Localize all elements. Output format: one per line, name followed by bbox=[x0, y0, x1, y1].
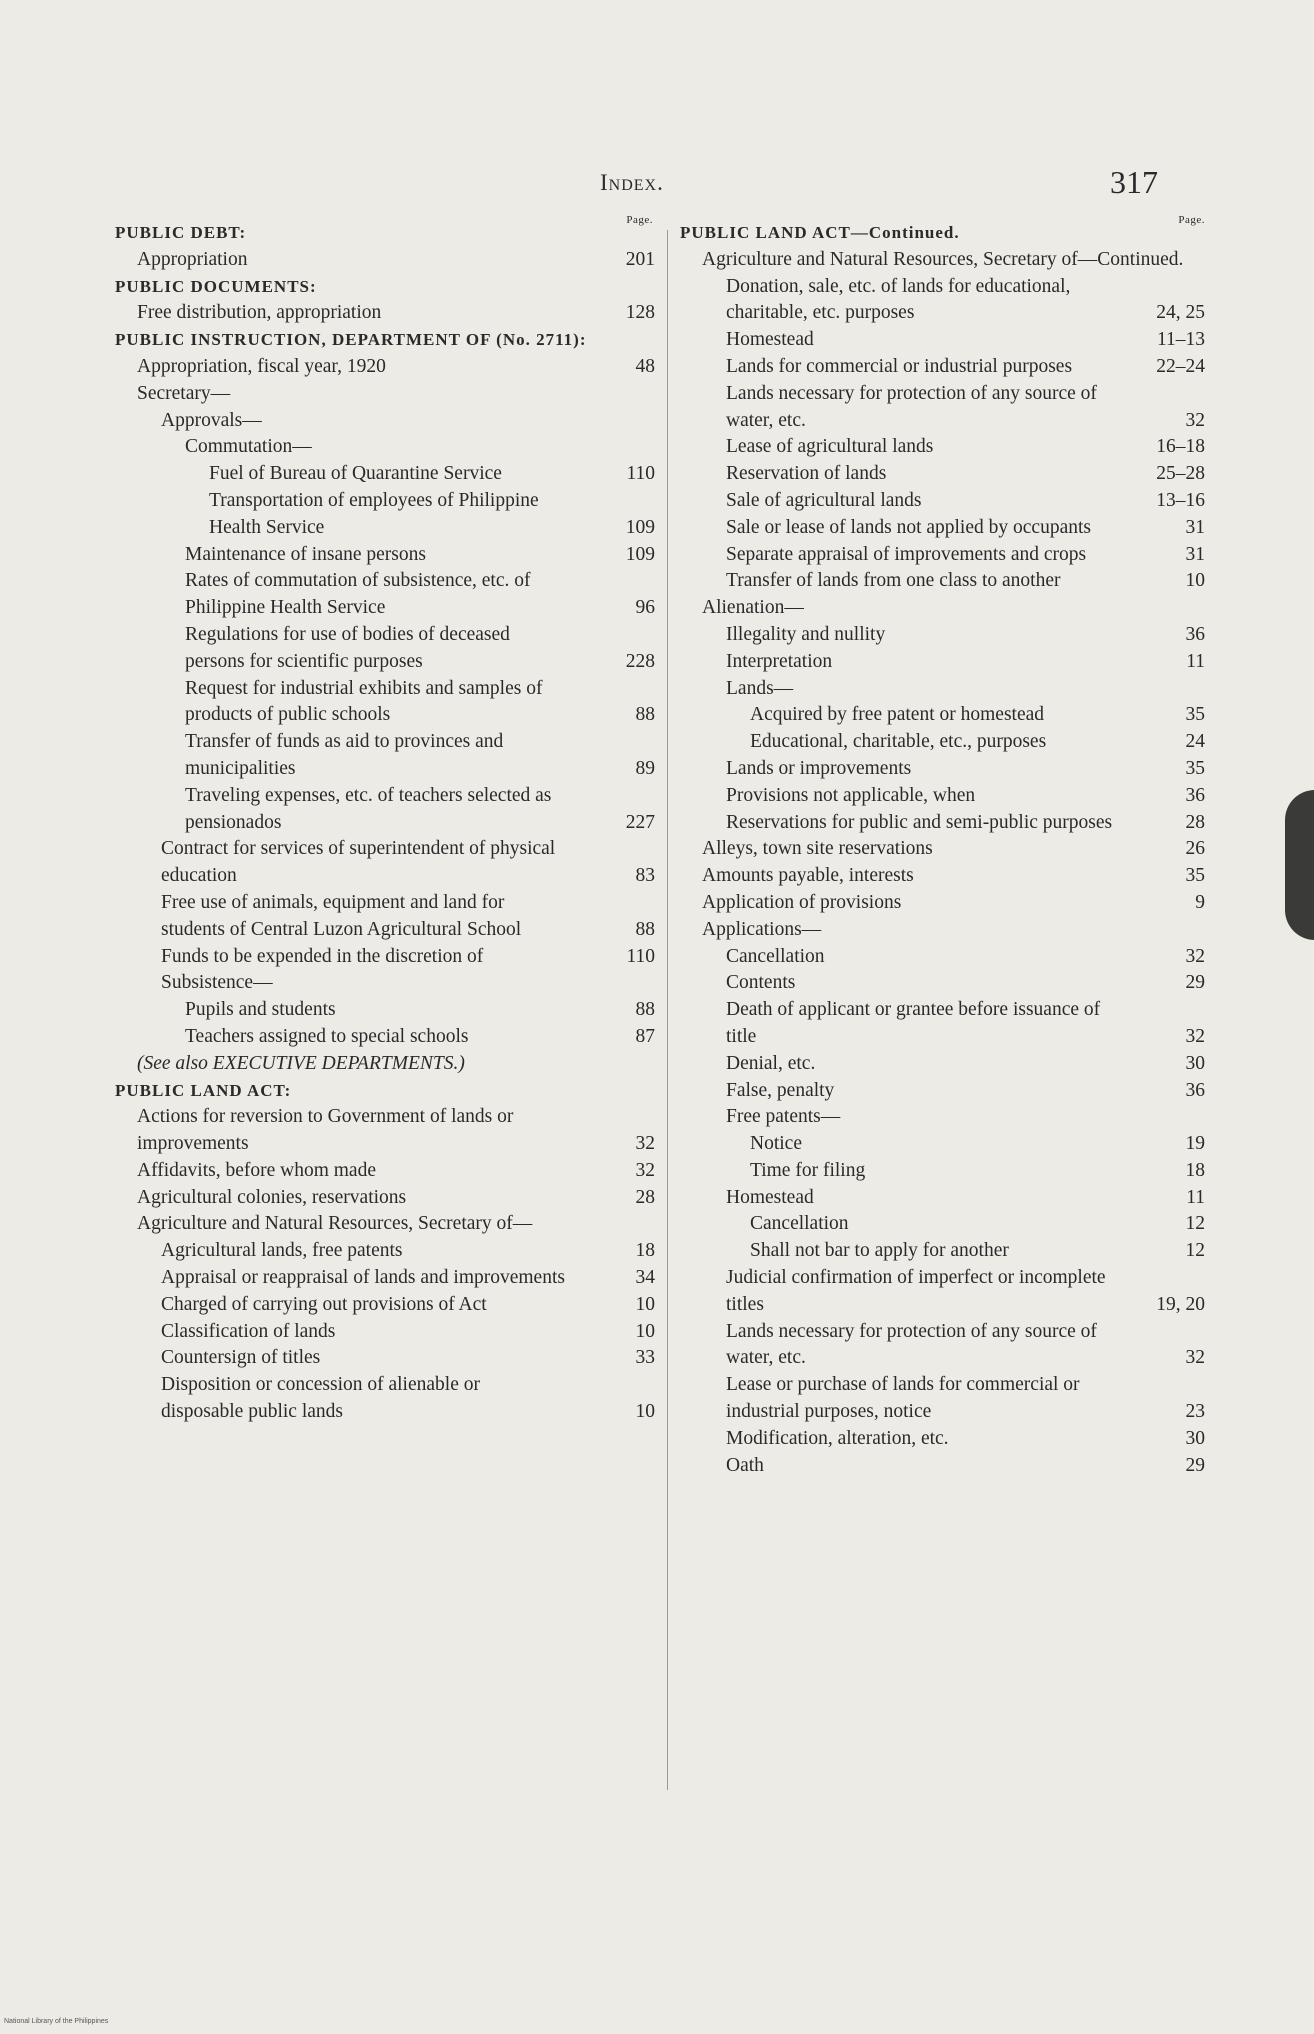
index-entry bbox=[680, 622, 1205, 649]
entry-page-number: 89 bbox=[635, 757, 655, 779]
entry-page-number: 11 bbox=[1186, 1186, 1205, 1208]
entry-text: Oath bbox=[726, 1454, 764, 1476]
entry-text: Cancellation bbox=[726, 945, 825, 967]
index-entry bbox=[115, 729, 655, 783]
entry-text: PUBLIC DEBT: bbox=[115, 223, 247, 242]
entry-text: Lease of agricultural lands bbox=[726, 436, 934, 458]
entry-text: Free distribution, appropriation bbox=[137, 302, 382, 324]
entry-text: Lands or improvements bbox=[726, 757, 912, 779]
entry-text: Denial, etc. bbox=[726, 1052, 816, 1074]
entry-text: Approvals— bbox=[161, 409, 262, 431]
entry-page-number: 32 bbox=[1185, 1025, 1205, 1047]
entry-text: Lease or purchase of lands for commercial or industrial purposes, notice bbox=[726, 1374, 1080, 1423]
entry-text: PUBLIC LAND ACT: bbox=[115, 1080, 292, 1100]
entry-text: Rates of commutation of subsistence, etc. of Philippine Health Service bbox=[185, 570, 531, 619]
entry-page-number: 26 bbox=[1185, 838, 1205, 860]
entry-page-number: 36 bbox=[1185, 784, 1205, 806]
index-entry bbox=[680, 595, 1205, 622]
entry-text: Acquired by free patent or homestead bbox=[750, 704, 1045, 726]
entry-text: Amounts payable, interests bbox=[702, 865, 914, 887]
entry-page-number: 19 bbox=[1185, 1133, 1205, 1155]
index-entry bbox=[680, 1051, 1205, 1078]
entry-page-number: 10 bbox=[635, 1320, 655, 1342]
entry-text: PUBLIC INSTRUCTION, DEPARTMENT OF (No. 2711): bbox=[115, 330, 587, 350]
entry-text: Lands for commercial or industrial purposes bbox=[726, 355, 1073, 377]
entry-page-number: 29 bbox=[1185, 972, 1205, 994]
index-entry bbox=[680, 461, 1205, 488]
entry-text: Classification of lands bbox=[161, 1320, 336, 1342]
index-entry bbox=[115, 1078, 645, 1105]
entry-text: Appraisal or reappraisal of lands and improvements bbox=[161, 1267, 565, 1289]
entry-text: Funds to be expended in the discretion of bbox=[161, 945, 484, 967]
running-head: Index. bbox=[600, 170, 664, 195]
index-entry bbox=[680, 354, 1205, 381]
entry-page-number: 88 bbox=[635, 999, 655, 1021]
entry-page-number: 25–28 bbox=[1156, 463, 1205, 485]
index-entry bbox=[115, 300, 655, 327]
entry-page-number: 32 bbox=[635, 1133, 655, 1155]
entry-text: Agricultural colonies, reservations bbox=[137, 1186, 407, 1208]
entry-page-number: 227 bbox=[625, 811, 655, 833]
entry-page-number: 28 bbox=[635, 1186, 655, 1208]
entry-text: Reservations for public and semi-public purposes bbox=[726, 811, 1113, 833]
entry-text: Appropriation, fiscal year, 1920 bbox=[137, 355, 386, 377]
index-entry bbox=[680, 274, 1205, 328]
index-entry bbox=[115, 220, 645, 247]
entry-page-number: 34 bbox=[635, 1267, 655, 1289]
entry-text: Interpretation bbox=[726, 650, 833, 672]
index-entry bbox=[680, 783, 1205, 810]
index-entry bbox=[115, 944, 655, 971]
index-entry bbox=[115, 1158, 655, 1185]
entry-page-number: 88 bbox=[635, 704, 655, 726]
entry-page-number: 12 bbox=[1185, 1240, 1205, 1262]
index-entry bbox=[680, 944, 1205, 971]
entry-text: Contract for services of superintendent of physical education bbox=[161, 838, 556, 887]
entry-text: Free patents— bbox=[726, 1106, 841, 1128]
entry-text: Countersign of titles bbox=[161, 1347, 321, 1369]
entry-page-number: 31 bbox=[1185, 543, 1205, 565]
entry-page-number: 201 bbox=[625, 248, 655, 270]
entry-text: Time for filing bbox=[750, 1159, 866, 1181]
entry-text: Modification, alteration, etc. bbox=[726, 1427, 949, 1449]
index-entry bbox=[115, 890, 655, 944]
entry-text: Sale or lease of lands not applied by occupants bbox=[726, 516, 1091, 538]
index-entry bbox=[115, 1024, 655, 1051]
entry-text: PUBLIC DOCUMENTS: bbox=[115, 276, 317, 296]
page-header bbox=[0, 164, 1314, 210]
page-number: 317 bbox=[1110, 164, 1158, 200]
index-entry bbox=[680, 729, 1205, 756]
entry-text: Transfer of funds as aid to provinces and municipalities bbox=[185, 731, 504, 779]
index-entry bbox=[680, 1185, 1205, 1212]
entry-text: Homestead bbox=[726, 1186, 814, 1208]
entry-page-number: 87 bbox=[635, 1025, 655, 1047]
entry-text: Request for industrial exhibits and samples of products of public schools bbox=[185, 677, 543, 726]
entry-page-number: 22–24 bbox=[1156, 355, 1205, 377]
entry-text: Transportation of employees of Philippine Health Service bbox=[209, 489, 539, 538]
index-entry bbox=[680, 890, 1205, 917]
entry-page-number: 10 bbox=[635, 1401, 655, 1423]
entry-text: Agricultural lands, free patents bbox=[161, 1240, 403, 1262]
entry-page-number: 30 bbox=[1185, 1427, 1205, 1449]
entry-text: Alleys, town site reservations bbox=[702, 838, 933, 860]
scan-credit: National Library of the Philippines bbox=[4, 2018, 109, 2025]
entry-page-number: 11 bbox=[1186, 650, 1205, 672]
index-entry bbox=[115, 1051, 645, 1078]
entry-page-number: 24, 25 bbox=[1156, 302, 1205, 324]
index-entry bbox=[680, 247, 1205, 274]
entry-text: Lands— bbox=[726, 677, 794, 699]
entry-page-number: 31 bbox=[1185, 516, 1205, 538]
index-entry bbox=[680, 997, 1205, 1051]
entry-text: Pupils and students bbox=[185, 999, 336, 1021]
index-entry bbox=[680, 702, 1205, 729]
entry-page-number: 10 bbox=[635, 1293, 655, 1315]
index-entry bbox=[680, 649, 1205, 676]
index-entry bbox=[680, 1238, 1205, 1265]
index-entry bbox=[680, 220, 1205, 247]
entry-text: Traveling expenses, etc. of teachers selected as pensionados bbox=[185, 784, 552, 833]
index-entry bbox=[680, 1104, 1205, 1131]
entry-text: Judicial confirmation of imperfect or incomplete titles bbox=[726, 1267, 1106, 1315]
entry-page-number: 228 bbox=[625, 650, 655, 672]
entry-text: Regulations for use of bodies of deceased persons for scientific purposes bbox=[185, 623, 510, 672]
entry-text: (See also EXECUTIVE DEPARTMENTS.) bbox=[137, 1052, 465, 1074]
entry-text: Provisions not applicable, when bbox=[726, 784, 976, 806]
index-entry bbox=[115, 1292, 655, 1319]
entry-page-number: 32 bbox=[1185, 409, 1205, 431]
right-entry-list bbox=[680, 220, 1205, 1479]
entry-text: Affidavits, before whom made bbox=[137, 1159, 376, 1181]
column-divider bbox=[667, 230, 668, 1790]
entry-text: Secretary— bbox=[137, 382, 231, 404]
entry-text: Alienation— bbox=[702, 597, 804, 619]
index-entry bbox=[680, 917, 1205, 944]
entry-page-number: 32 bbox=[1185, 1347, 1205, 1369]
entry-text: Reservation of lands bbox=[726, 463, 887, 485]
index-entry bbox=[115, 1185, 655, 1212]
entry-text: Teachers assigned to special schools bbox=[185, 1025, 469, 1047]
entry-text: Separate appraisal of improvements and crops bbox=[726, 543, 1087, 565]
index-entry bbox=[115, 408, 645, 435]
entry-text: PUBLIC LAND ACT—Continued. bbox=[680, 223, 960, 242]
index-entry bbox=[115, 783, 655, 837]
index-entry bbox=[680, 1319, 1205, 1373]
index-entry bbox=[680, 970, 1205, 997]
entry-page-number: 35 bbox=[1185, 865, 1205, 887]
entry-text: Lands necessary for protection of any source of water, etc. bbox=[726, 382, 1097, 431]
entry-text: False, penalty bbox=[726, 1079, 835, 1101]
entry-page-number: 9 bbox=[1195, 891, 1205, 913]
entry-text: Lands necessary for protection of any source of water, etc. bbox=[726, 1320, 1097, 1369]
index-entry bbox=[115, 488, 655, 542]
scan-thumb-shadow bbox=[1285, 790, 1314, 940]
index-entry bbox=[680, 1078, 1205, 1105]
index-column-left bbox=[115, 214, 655, 1426]
index-entry bbox=[680, 1131, 1205, 1158]
entry-text: Agriculture and Natural Resources, Secretary of—Continued. bbox=[702, 248, 1184, 270]
entry-text: Free use of animals, equipment and land for students of Central Luzon Agricultural School bbox=[161, 891, 522, 940]
index-entry bbox=[115, 1319, 655, 1346]
entry-text: Illegality and nullity bbox=[726, 623, 886, 645]
page-column-label: Page. bbox=[1178, 214, 1205, 226]
index-entry bbox=[115, 568, 655, 622]
entry-page-number: 18 bbox=[1185, 1159, 1205, 1181]
entry-text: Actions for reversion to Government of lands or improvements bbox=[137, 1106, 514, 1155]
index-entry bbox=[115, 1372, 655, 1426]
entry-text: Charged of carrying out provisions of Act bbox=[161, 1293, 487, 1315]
index-entry bbox=[680, 434, 1205, 461]
entry-text: Transfer of lands from one class to another bbox=[726, 570, 1061, 592]
index-entry bbox=[680, 515, 1205, 542]
index-entry bbox=[115, 1265, 655, 1292]
entry-page-number: 30 bbox=[1185, 1052, 1205, 1074]
entry-text: Homestead bbox=[726, 329, 814, 351]
entry-text: Maintenance of insane persons bbox=[185, 543, 426, 565]
entry-page-number: 96 bbox=[635, 597, 655, 619]
entry-page-number: 110 bbox=[626, 463, 655, 485]
entry-page-number: 23 bbox=[1185, 1401, 1205, 1423]
entry-page-number: 36 bbox=[1185, 1079, 1205, 1101]
entry-page-number: 19, 20 bbox=[1156, 1293, 1205, 1315]
entry-text: Cancellation bbox=[750, 1213, 849, 1235]
index-entry bbox=[680, 1426, 1205, 1453]
index-entry bbox=[115, 1238, 655, 1265]
index-entry bbox=[680, 836, 1205, 863]
entry-page-number: 35 bbox=[1185, 704, 1205, 726]
index-entry bbox=[680, 863, 1205, 890]
entry-page-number: 48 bbox=[635, 355, 655, 377]
index-entry bbox=[680, 568, 1205, 595]
entry-page-number: 29 bbox=[1185, 1454, 1205, 1476]
index-entry bbox=[680, 488, 1205, 515]
index-entry bbox=[115, 327, 645, 354]
index-entry bbox=[680, 1211, 1205, 1238]
index-entry bbox=[680, 1158, 1205, 1185]
index-entry bbox=[680, 756, 1205, 783]
index-entry bbox=[115, 997, 655, 1024]
entry-page-number: 109 bbox=[625, 543, 655, 565]
entry-page-number: 16–18 bbox=[1156, 436, 1205, 458]
entry-text: Commutation— bbox=[185, 436, 312, 458]
index-entry bbox=[680, 810, 1205, 837]
entry-page-number: 32 bbox=[635, 1159, 655, 1181]
entry-page-number: 11–13 bbox=[1156, 329, 1205, 351]
index-entry bbox=[115, 247, 655, 274]
entry-text: Donation, sale, etc. of lands for educational, charitable, etc. purposes bbox=[726, 275, 1071, 324]
page-column-label: Page. bbox=[626, 214, 653, 226]
entry-page-number: 33 bbox=[635, 1347, 655, 1369]
entry-page-number: 10 bbox=[1185, 570, 1205, 592]
entry-page-number: 128 bbox=[625, 302, 655, 324]
entry-text: Notice bbox=[750, 1133, 802, 1155]
index-entry bbox=[115, 434, 645, 461]
entry-page-number: 13–16 bbox=[1156, 489, 1205, 511]
entry-page-number: 110 bbox=[626, 945, 655, 967]
index-entry bbox=[680, 676, 1205, 703]
index-entry bbox=[115, 1345, 655, 1372]
entry-text: Application of provisions bbox=[702, 891, 902, 913]
index-entry bbox=[680, 327, 1205, 354]
index-entry bbox=[115, 622, 655, 676]
entry-page-number: 24 bbox=[1185, 731, 1205, 753]
entry-page-number: 83 bbox=[635, 865, 655, 887]
entry-page-number: 88 bbox=[635, 918, 655, 940]
index-entry bbox=[115, 274, 645, 301]
entry-page-number: 28 bbox=[1185, 811, 1205, 833]
entry-text: Educational, charitable, etc., purposes bbox=[750, 731, 1047, 753]
index-entry bbox=[115, 354, 655, 381]
entry-text: Disposition or concession of alienable or disposable public lands bbox=[161, 1374, 480, 1423]
entry-page-number: 109 bbox=[625, 516, 655, 538]
index-entry bbox=[115, 1104, 655, 1158]
entry-text: Applications— bbox=[702, 918, 822, 940]
entry-text: Shall not bar to apply for another bbox=[750, 1240, 1009, 1262]
index-entry bbox=[680, 1372, 1205, 1426]
entry-text: Fuel of Bureau of Quarantine Service bbox=[209, 463, 502, 485]
index-entry bbox=[115, 381, 645, 408]
index-entry bbox=[115, 970, 645, 997]
index-entry bbox=[680, 381, 1205, 435]
index-entry bbox=[680, 542, 1205, 569]
entry-page-number: 18 bbox=[635, 1240, 655, 1262]
entry-text: Appropriation bbox=[137, 248, 248, 270]
entry-text: Contents bbox=[726, 972, 796, 994]
index-entry bbox=[115, 676, 655, 730]
index-entry bbox=[115, 1211, 645, 1238]
index-entry bbox=[115, 461, 655, 488]
entry-text: Death of applicant or grantee before issuance of title bbox=[726, 999, 1101, 1047]
entry-page-number: 35 bbox=[1185, 757, 1205, 779]
index-entry bbox=[680, 1453, 1205, 1480]
index-column-right bbox=[680, 214, 1205, 1479]
entry-text: Agriculture and Natural Resources, Secretary of— bbox=[137, 1213, 533, 1235]
entry-page-number: 12 bbox=[1185, 1213, 1205, 1235]
entry-page-number: 32 bbox=[1185, 945, 1205, 967]
index-entry bbox=[680, 1265, 1205, 1319]
index-entry bbox=[115, 836, 655, 890]
entry-page-number: 36 bbox=[1185, 623, 1205, 645]
entry-text: Sale of agricultural lands bbox=[726, 489, 922, 511]
index-entry bbox=[115, 542, 655, 569]
entry-text: Subsistence— bbox=[161, 972, 273, 994]
